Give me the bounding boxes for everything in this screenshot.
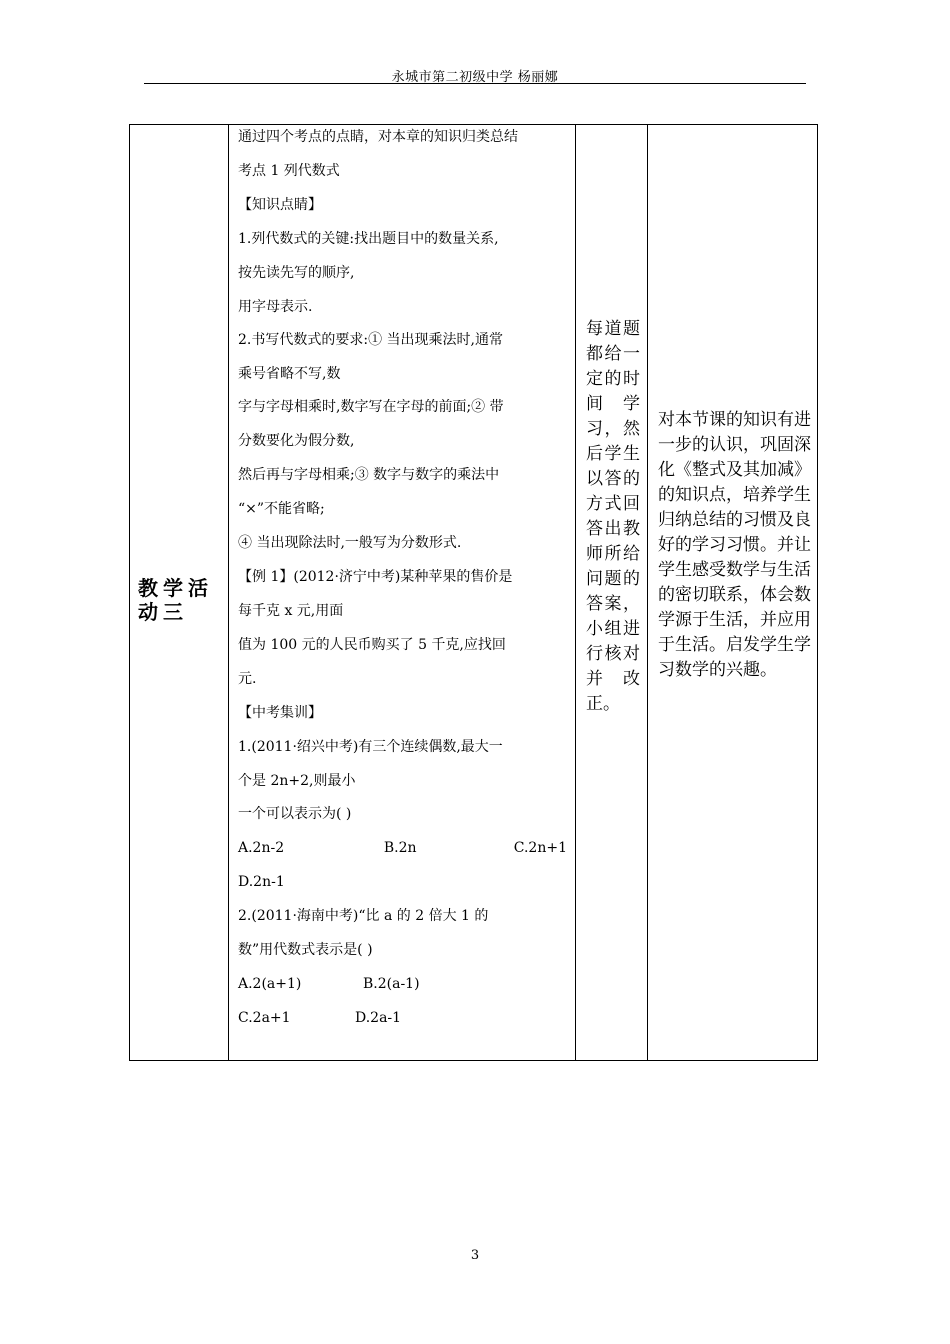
knowledge-point-2-line: 然后再与字母相乘;③ 数字与数字的乘法中	[238, 467, 500, 483]
question-1-line: 个是 2n+2,则最小	[238, 773, 356, 789]
knowledge-point-2-line: 分数要化为假分数,	[238, 433, 355, 449]
knowledge-point-1-line: 按先读先写的顺序,	[238, 265, 355, 281]
question-1-option-b: B.2n	[383, 840, 417, 856]
page-number: 3	[470, 1248, 480, 1263]
knowledge-point-2-line: “×”不能省略;	[238, 501, 325, 517]
question-1-line: 1.(2011·绍兴中考)有三个连续偶数,最大一	[238, 739, 503, 755]
exam-heading: 【中考集训】	[238, 705, 322, 721]
point-title: 考点 1 列代数式	[238, 163, 340, 179]
activity-label: 教学活动三	[138, 575, 213, 624]
knowledge-heading: 【知识点睛】	[238, 197, 322, 213]
question-2-option-d: D.2a-1	[355, 1010, 402, 1026]
question-2-option-c: C.2a+1	[238, 1010, 291, 1026]
question-1-options	[238, 838, 567, 872]
example-line: 【例 1】(2012·济宁中考)某种苹果的售价是	[238, 569, 513, 585]
question-1-option-d: D.2n-1	[238, 874, 285, 890]
design-intent-text: 对本节课的知识有进一步的认识，巩固深化《整式及其加减》的知识点，培养学生归纳总结的习惯及良好的学习习惯。并让学生感受数学与生活的密切联系，体会数学源于生活，并应用于生活。启发学生学习数学的兴趣。	[658, 410, 811, 680]
example-line: 元.	[238, 671, 257, 687]
student-activity-text: 每道题都给一定的时间学习，然后学生以答的方式回答出教师所给问题的答案，小组进行核对并改正。	[586, 319, 640, 714]
student-activity-cell	[576, 125, 647, 1060]
question-2-line: 数”用代数式表示是( )	[238, 942, 373, 958]
lesson-table	[129, 124, 818, 1061]
example-line: 每千克 x 元,用面	[238, 603, 344, 619]
knowledge-point-2-line: 字与字母相乘时,数字写在字母的前面;② 带	[238, 399, 504, 415]
header-rule	[144, 83, 806, 84]
question-1-line: 一个可以表示为( )	[238, 806, 352, 822]
question-2-options-row-2	[238, 1008, 567, 1042]
knowledge-point-2-line: 乘号省略不写,数	[238, 366, 341, 382]
question-1-option-a: A.2n-2	[238, 840, 285, 856]
question-1-option-c: C.2n+1	[513, 840, 567, 856]
activity-label-cell	[130, 125, 228, 1060]
question-2-option-b: B.2(a-1)	[363, 976, 420, 992]
intro-text: 通过四个考点的点睛，对本章的知识归类总结	[238, 129, 518, 145]
question-2-line: 2.(2011·海南中考)“比 a 的 2 倍大 1 的	[238, 908, 489, 924]
question-2-options-row-1	[238, 974, 567, 1008]
knowledge-point-2-line: ④ 当出现除法时,一般写为分数形式.	[238, 535, 462, 551]
activity-content-cell	[229, 125, 575, 1060]
example-line: 值为 100 元的人民币购买了 5 千克,应找回	[238, 637, 506, 653]
question-2-option-a: A.2(a+1)	[238, 976, 302, 992]
knowledge-point-1-line: 1.列代数式的关键:找出题目中的数量关系,	[238, 231, 499, 247]
page-header: 永城市第二初级中学 杨丽娜	[391, 70, 559, 85]
design-intent-cell	[648, 125, 818, 1060]
knowledge-point-1-line: 用字母表示.	[238, 299, 313, 315]
knowledge-point-2-line: 2.书写代数式的要求:① 当出现乘法时,通常	[238, 332, 503, 348]
